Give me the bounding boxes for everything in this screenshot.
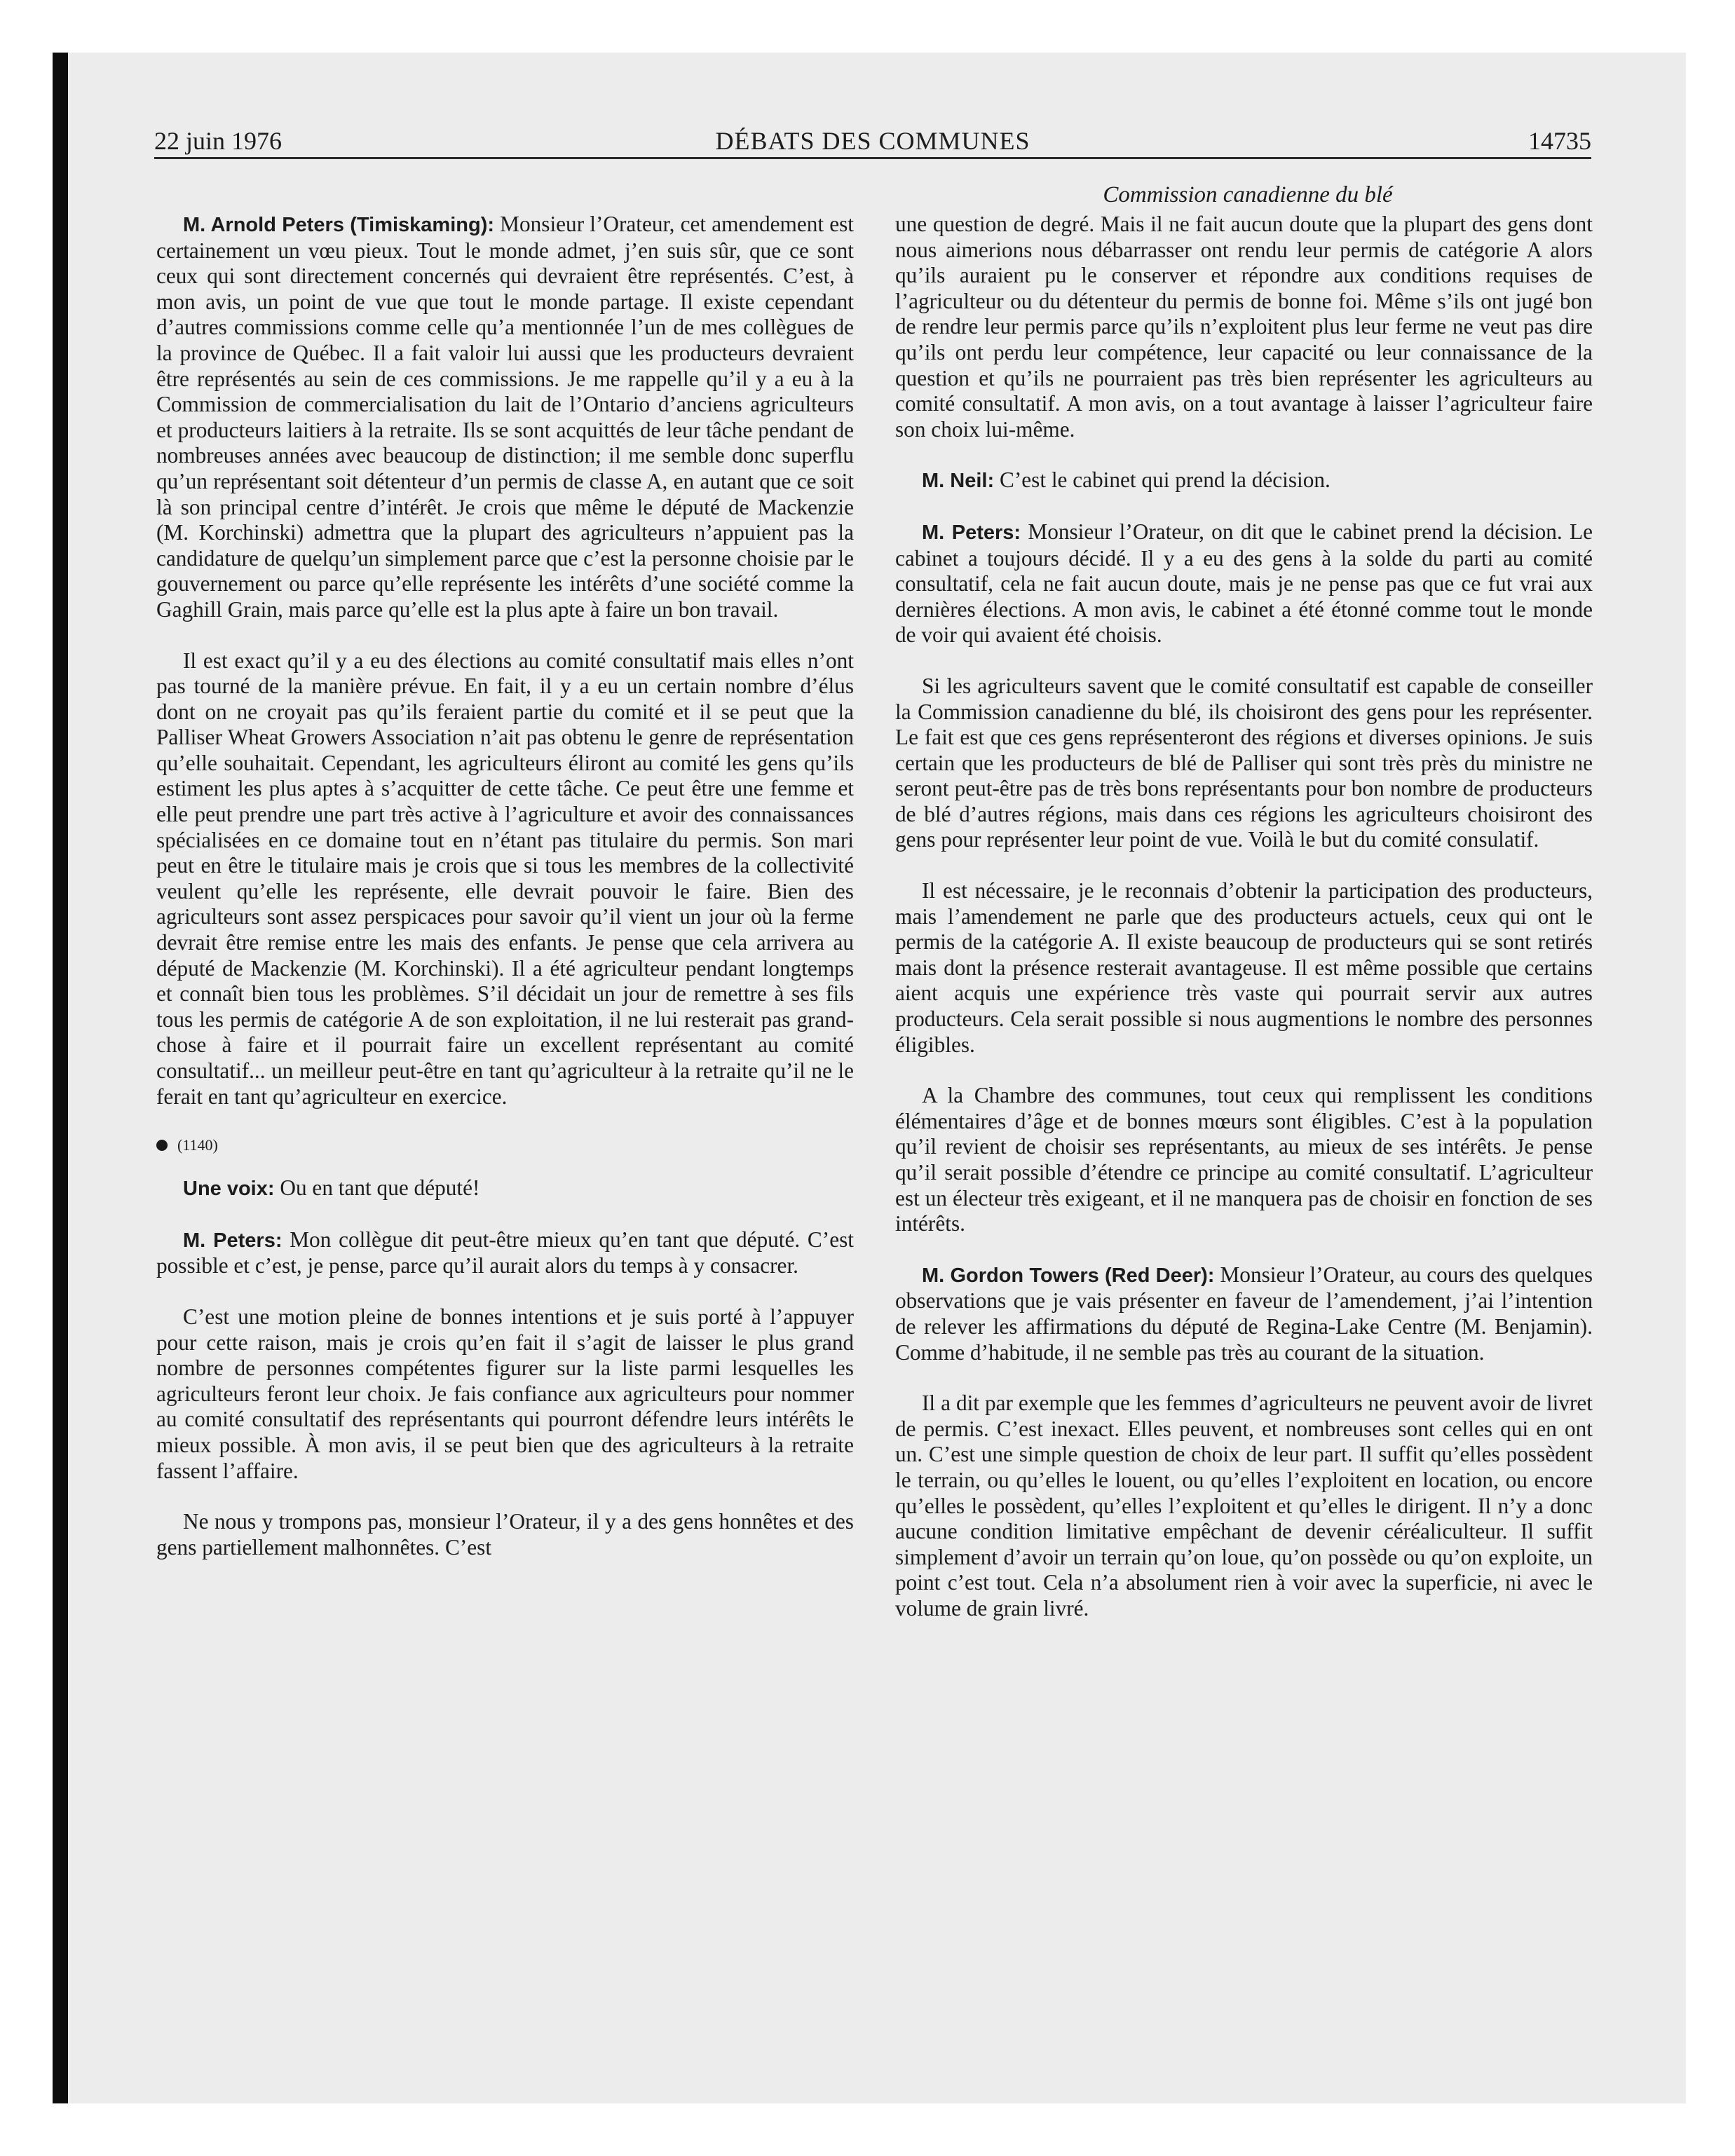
speaker-name: Une voix: <box>183 1178 275 1201</box>
speech-text: Ou en tant que député! <box>274 1175 480 1201</box>
speaker-name: M. Peters: <box>922 521 1021 544</box>
speech-text: C’est le cabinet qui prend la décision. <box>994 468 1331 493</box>
left-column <box>156 212 854 1585</box>
speech-text: Monsieur l’Orateur, cet amendement est certainement un vœu pieux. Tout le monde admet, j’en suis sûr, que ce sont ceux qui sont directement concernés qui devraient être représentés. C’est, à mon avis, un point de vue que tout le monde partage. Il existe cependant d’autres commissions comme celle qu’a mentionnée l’un de mes collègues de la province de Québec. Il a fait valoir lui aussi que les producteurs devraient être représentés au sein de ces commissions. Je me rappelle qu’il y a eu à la Commission de commercialisation du lait de l’Ontario d’anciens agriculteurs et producteurs laitiers à la retraite. Ils se sont acquittés de leur tâche pendant de nombreuses années avec beaucoup de distinction; il me semble donc superflu qu’un représentant soit détenteur d’un permis de classe A, en autant que ce soit là son principal centre d’intérêt. Je crois que même le député de Mackenzie (M. Korchinski) admettra que la plupart des agriculteurs n’appuient pas la candidature de quelqu’un simplement parce que c’est la personne choisie par le gouvernement ou parce qu’elle représente les intérêts d’une société comme la Gaghill Grain, mais parce qu’elle est la plus apte à faire un bon travail. <box>156 212 854 622</box>
right-column <box>895 212 1593 1647</box>
paragraph <box>156 1227 854 1279</box>
page-header <box>154 125 1591 159</box>
timestamp-text: (1140) <box>177 1136 218 1154</box>
header-title: DÉBATS DES COMMUNES <box>715 127 1030 155</box>
paragraph: une question de degré. Mais il ne fait aucun doute que la plupart des gens dont nous aimerions nous débarrasser ont rendu leur permis de catégorie A alors qu’ils auraient pu le conserver et répondre aux conditions requises de l’agriculteur ou du détenteur du permis de bonne foi. Même s’ils ont jugé bon de rendre leur permis parce qu’ils n’exploitent plus leur ferme ne veut pas dire qu’ils ont perdu leur compétence, leur capacité ou leur connaissance de la question et qu’ils ne pourraient pas très bien représenter les agriculteurs au comité consultatif. A mon avis, on a tout avantage à laisser l’agriculteur faire son choix lui-même. <box>895 212 1593 442</box>
bullet-icon <box>156 1140 168 1151</box>
paragraph <box>895 468 1593 494</box>
paragraph <box>895 1262 1593 1365</box>
paragraph <box>156 1175 854 1202</box>
section-subheading: Commission canadienne du blé <box>1103 182 1393 207</box>
paragraph: Si les agriculteurs savent que le comité consultatif est capable de conseiller la Commission canadienne du blé, ils choisiront des gens pour les représenter. Le fait est que ces gens représenteront des régions et diverses opinions. Je suis certain que les producteurs de blé de Palliser qui sont très près du ministre ne seront peut-être pas de très bons représentants pour bon nombre de producteurs de blé d’autres régions, mais dans ces régions les agriculteurs choisiront des gens pour représenter leur point de vue. Voilà le but du comité consulatif. <box>895 673 1593 852</box>
paragraph: C’est une motion pleine de bonnes intentions et je suis porté à l’appuyer pour cette raison, mais je crois qu’en fait il s’agit de laisser le plus grand nombre de personnes compétentes figurer sur la liste parmi lesquelles les agriculteurs feront leur choix. Je fais confiance aux agriculteurs pour nommer au comité consultatif des représentants qui pourront défendre leurs intérêts le mieux possible. À mon avis, il se peut bien que des agriculteurs à la retraite fassent l’affaire. <box>156 1304 854 1483</box>
speaker-name: M. Neil: <box>922 470 995 493</box>
paragraph <box>895 519 1593 648</box>
header-date: 22 juin 1976 <box>154 127 283 155</box>
speaker-name: M. Gordon Towers (Red Deer): <box>922 1264 1215 1287</box>
paragraph: A la Chambre des communes, tout ceux qui remplissent les conditions élémentaires d’âge et de bonnes mœurs sont éligibles. C’est à la population qu’il revient de choisir ses représentants, au mieux de ses intérêts. Je pense qu’il serait possible d’étendre ce principe au comité consultatif. L’agriculteur est un électeur très exigeant, et il ne manquera pas de choisir en fonction de ses intérêts. <box>895 1083 1593 1236</box>
speech-text: Monsieur l’Orateur, on dit que le cabinet prend la décision. Le cabinet a toujours décidé. Il y a eu des gens à la solde du parti au comité consultatif, cela ne fait aucun doute, mais je ne pense pas que ce fut vrai aux dernières élections. A mon avis, le cabinet a été étonné comme tout le monde de voir qui avaient été choisis. <box>895 519 1593 648</box>
speech-text: Mon collègue dit peut-être mieux qu’en tant que député. C’est possible et c’est, je pense, parce qu’il aurait alors du temps à y consacrer. <box>156 1227 854 1278</box>
paragraph <box>156 212 854 623</box>
paragraph: Il a dit par exemple que les femmes d’agriculteurs ne peuvent avoir de livret de permis. C’est inexact. Elles peuvent, et nombreuses sont celles qui en ont un. C’est une simple question de choix de leur part. Il suffit qu’elles possèdent le terrain, ou qu’elles le louent, ou qu’elles l’exploitent en location, ou encore qu’elles le possèdent, qu’elles l’exploitent et qu’elles le dirigent. Il n’y a donc aucune condition limitative empêchant de devenir céréaliculteur. Il suffit simplement d’avoir un terrain qu’on loue, qu’on possède ou qu’on exploite, un point c’est tout. Cela n’a absolument rien à voir avec la superficie, ni avec le volume de grain livré. <box>895 1391 1593 1621</box>
paragraph: Il est exact qu’il y a eu des élections au comité consultatif mais elles n’ont pas tourné de la manière prévue. En fait, il y a eu un certain nombre d’élus dont on ne croyait pas qu’ils feraient partie du comité et il se peut que la Palliser Wheat Growers Association n’ait pas obtenu le genre de représentation qu’elle souhaitait. Cependant, les agriculteurs éliront au comité les gens qu’ils estiment les plus aptes à s’acquitter de cette tâche. Ce peut être une femme et elle peut prendre une part très active à l’agriculture et avoir des connaissances spécialisées en ce domaine tout en n’étant pas titulaire du permis. Son mari peut en être le titulaire mais je crois que si tous les membres de la collectivité veulent qu’elle les représente, elle devrait pouvoir le faire. Bien des agriculteurs sont assez perspicaces pour savoir qu’il vient un jour où la ferme devrait être remise entre les mais des enfants. Je pense que cela arrivera au député de Mackenzie (M. Korchinski). Il a été agriculteur pendant longtemps et connaît bien tous les problèmes. S’il décidait un jour de remettre à ses fils tous les permis de catégorie A de son exploitation, il ne lui resterait pas grand-chose à faire et il pourrait faire un excellent représentant au comité consultatif... un meilleur peut-être en tant qu’agriculteur à la retraite qu’il ne le ferait en tant qu’agriculteur en exercice. <box>156 648 854 1109</box>
paragraph: Il est nécessaire, je le reconnais d’obtenir la participation des producteurs, mais l’amendement ne parle que des producteurs actuels, ceux qui ont le permis de la catégorie A. Il existe beaucoup de producteurs qui se sont retirés mais dont la présence resterait avantageuse. Il est même possible que certains aient acquis une expérience très vaste qui pourrait servir aux autres producteurs. Cela serait possible si nous augmentions le nombre des personnes éligibles. <box>895 878 1593 1057</box>
page-number: 14735 <box>1528 127 1591 155</box>
paragraph: Ne nous y trompons pas, monsieur l’Orateur, il y a des gens honnêtes et des gens partiellement malhonnêtes. C’est <box>156 1509 854 1560</box>
timestamp-marker <box>156 1135 854 1156</box>
speaker-name: M. Arnold Peters (Timiskaming): <box>183 214 495 236</box>
speech-text: Monsieur l’Orateur, au cours des quelques observations que je vais présenter en faveur de l’amendement, j’ai l’intention de relever les affirmations du député de Regina-Lake Centre (M. Benjamin). Comme d’habitude, il ne semble pas très au courant de la situation. <box>895 1262 1593 1365</box>
speaker-name: M. Peters: <box>183 1229 283 1252</box>
